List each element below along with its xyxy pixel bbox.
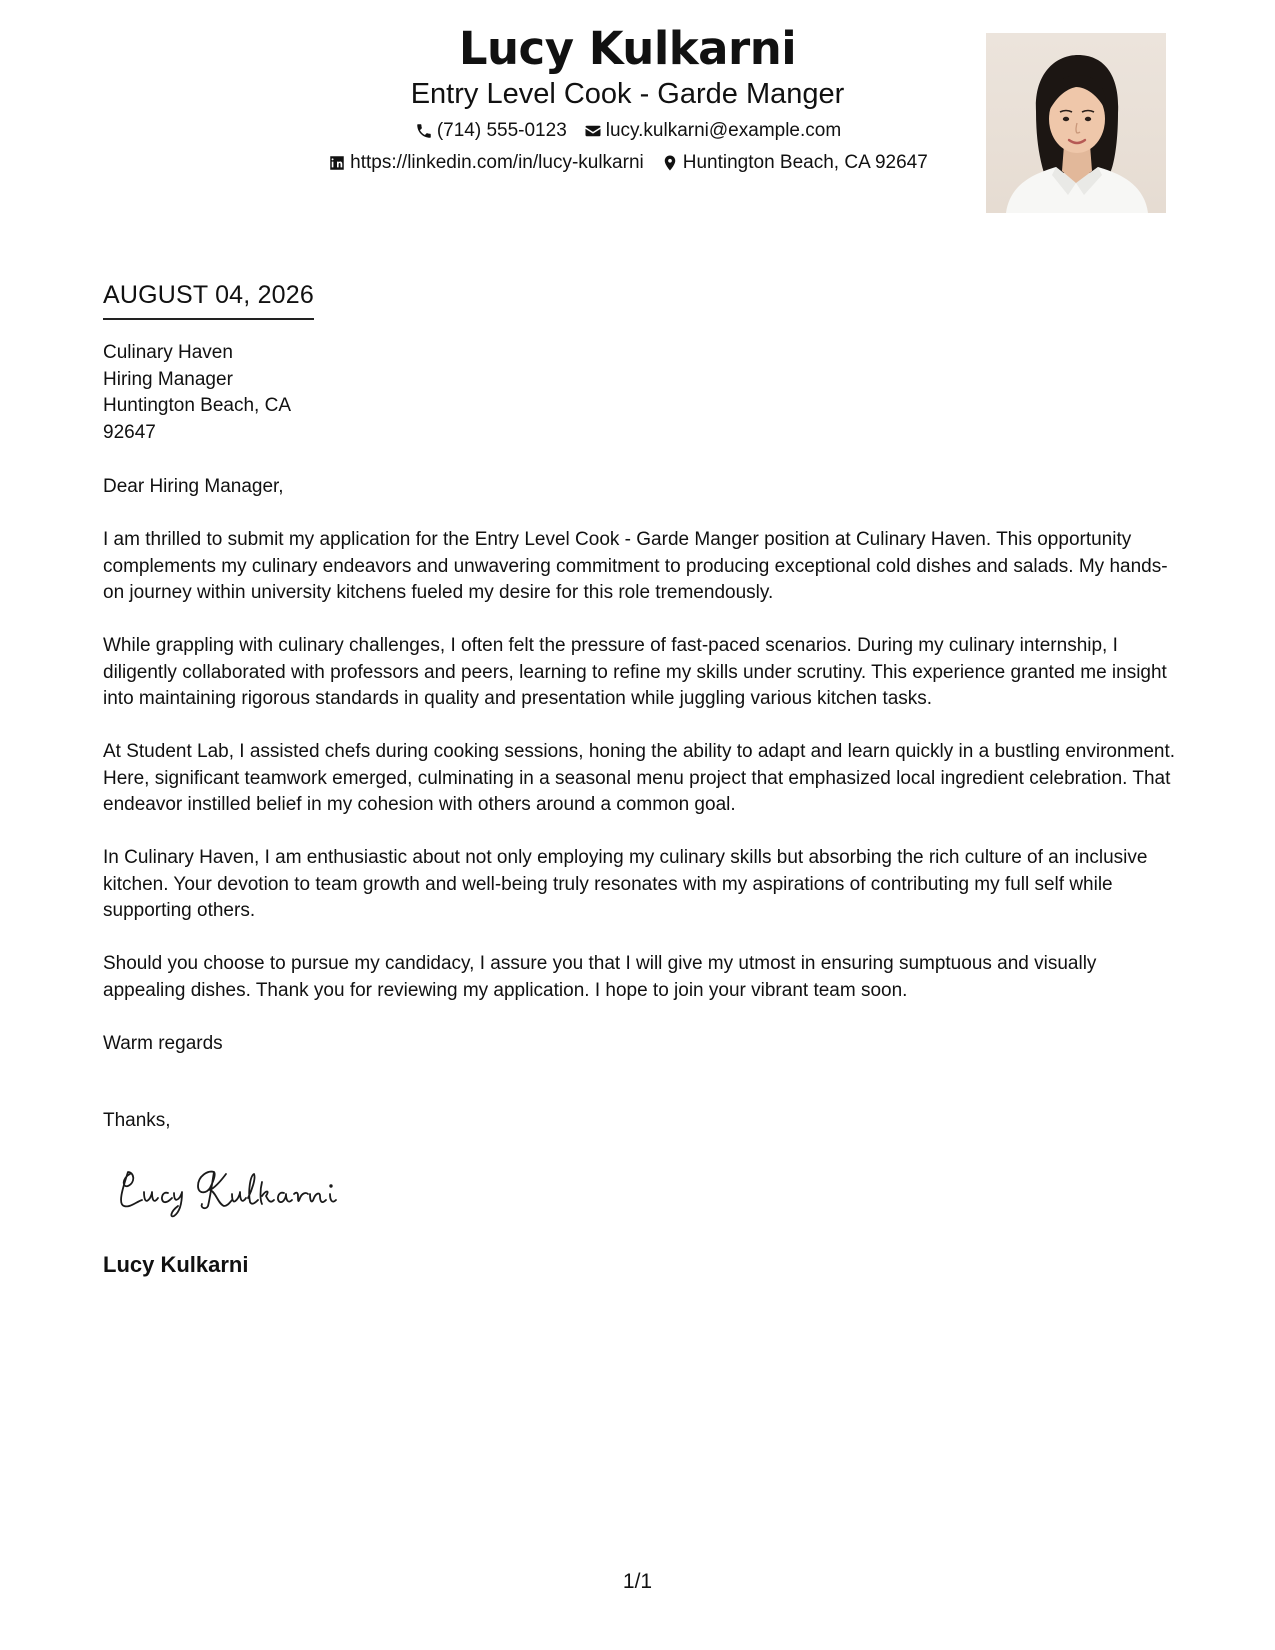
linkedin-icon	[327, 153, 347, 173]
body-paragraph: I am thrilled to submit my application for the Entry Level Cook - Garde Manger position at Culinary Haven. This opportunity complements my culinary endeavors and unwavering commitment to producing exceptional cold dishes and salads. My hands-on journey within university kitchens fueled my desire for this role tremendously.	[103, 529, 1168, 603]
email-address: lucy.kulkarni@example.com	[605, 120, 842, 141]
salutation: Dear Hiring Manager,	[103, 476, 284, 497]
body-paragraph: In Culinary Haven, I am enthusiastic about not only employing my culinary skills but absorbing the rich culture of an inclusive kitchen. Your devotion to team growth and well-being truly resonates with my aspirations of contributing my full self while supporting others.	[103, 847, 1148, 921]
linkedin-contact[interactable]	[327, 150, 644, 176]
phone-contact[interactable]	[414, 118, 567, 144]
body-paragraph: At Student Lab, I assisted chefs during cooking sessions, honing the ability to adapt and learn quickly in a bustling environment. Here, significant teamwork emerged, culminating in a seasonal menu project that emphasized local ingredient celebration. That endeavor instilled belief in my cohesion with others around a common goal.	[103, 741, 1176, 815]
body-paragraph: While grappling with culinary challenges, I often felt the pressure of fast-paced scenarios. During my culinary internship, I diligently collaborated with professors and peers, learning to refine my skills under scrutiny. This experience granted me insight into maintaining rigorous standards in quality and presentation while juggling various kitchen tasks.	[103, 635, 1167, 709]
applicant-name: Lucy Kulkarni	[458, 22, 797, 75]
map-pin-icon	[660, 153, 680, 173]
handwritten-signature	[116, 1160, 356, 1220]
body-paragraph: Should you choose to pursue my candidacy, I assure you that I will give my utmost in ensuring sumptuous and visually appealing dishes. Thank you for reviewing my application. I hope to join your vibrant team soon.	[103, 953, 1097, 1001]
phone-icon	[414, 121, 434, 141]
job-title: Entry Level Cook - Garde Manger	[410, 78, 845, 110]
recipient-zip: 92647	[103, 421, 156, 443]
letter-body	[103, 474, 1178, 1084]
recipient-company: Culinary Haven	[103, 342, 233, 363]
thanks-line: Thanks,	[103, 1110, 171, 1131]
phone-number: (714) 555-0123	[436, 120, 567, 141]
location-contact	[660, 150, 928, 176]
envelope-icon	[583, 121, 603, 141]
closing: Warm regards	[103, 1032, 223, 1054]
letter-date: AUGUST 04, 2026	[103, 278, 314, 320]
linkedin-url: https://linkedin.com/in/lucy-kulkarni	[350, 152, 644, 173]
location-text: Huntington Beach, CA 92647	[682, 152, 928, 173]
recipient-city: Huntington Beach, CA	[103, 395, 292, 416]
page-number: 1/1	[622, 1570, 653, 1593]
email-contact[interactable]	[583, 118, 841, 144]
signer-name: Lucy Kulkarni	[103, 1252, 249, 1277]
recipient-role: Hiring Manager	[103, 368, 233, 390]
profile-photo	[986, 33, 1166, 213]
recipient-address	[103, 340, 291, 446]
